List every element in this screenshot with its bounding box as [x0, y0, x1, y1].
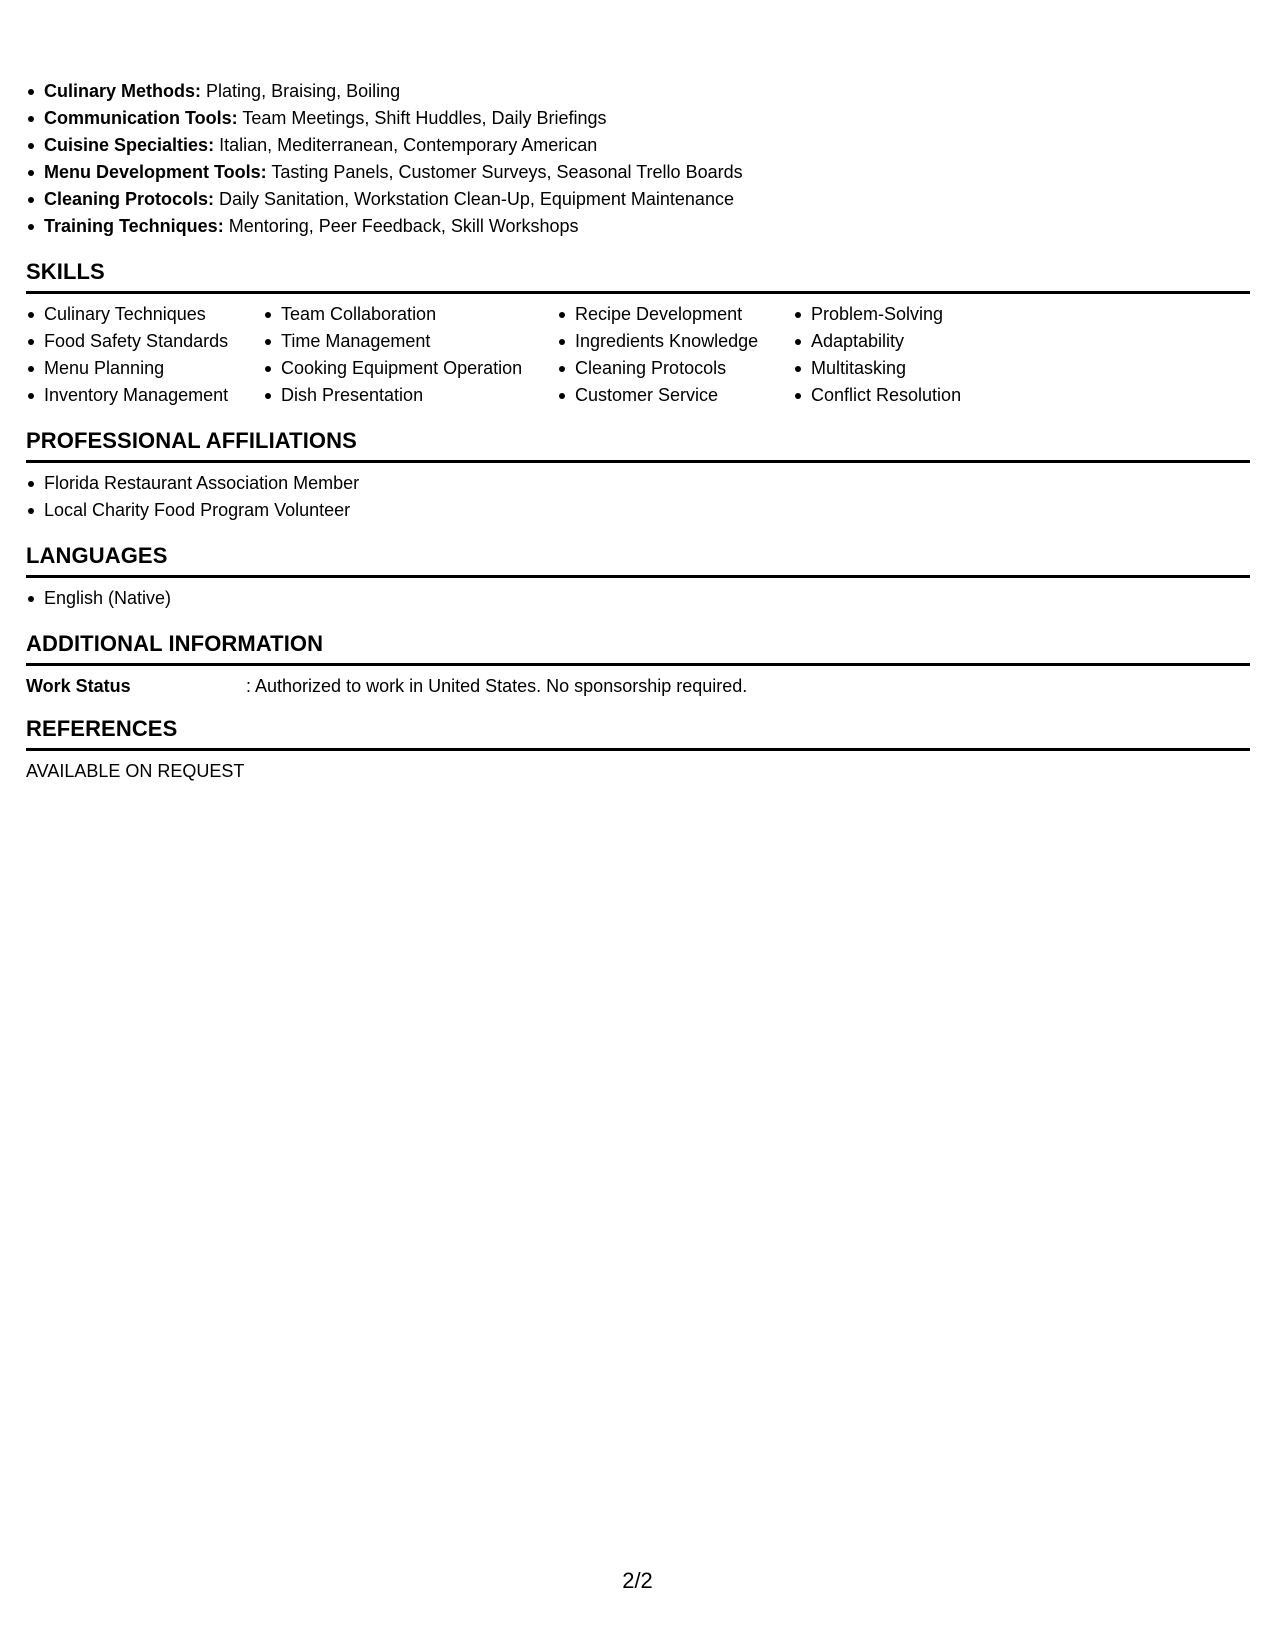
detail-label: Training Techniques: [44, 216, 224, 236]
section-divider [26, 663, 1250, 666]
resume-page-2 [26, 78, 1250, 785]
skills-column [557, 301, 793, 409]
key-details-list [26, 78, 1250, 240]
list-item: Florida Restaurant Association Member [26, 470, 1250, 497]
detail-label: Communication Tools: [44, 108, 238, 128]
skill-item: Dish Presentation [263, 382, 557, 409]
list-item [26, 159, 1250, 186]
skill-item: Ingredients Knowledge [557, 328, 793, 355]
detail-value: Mentoring, Peer Feedback, Skill Workshops [228, 216, 579, 236]
skills-column [26, 301, 263, 409]
skills-heading: SKILLS [26, 259, 105, 284]
skills-column [793, 301, 1033, 409]
section-divider [26, 575, 1250, 578]
detail-value: Italian, Mediterranean, Contemporary American [219, 135, 598, 155]
skill-item: Problem-Solving [793, 301, 1033, 328]
skill-item: Cooking Equipment Operation [263, 355, 557, 382]
skill-item: Cleaning Protocols [557, 355, 793, 382]
detail-value: Team Meetings, Shift Huddles, Daily Briefings [242, 108, 607, 128]
list-item [26, 186, 1250, 213]
skill-item: Recipe Development [557, 301, 793, 328]
skill-item: Multitasking [793, 355, 1033, 382]
work-status-label: Work Status [26, 676, 131, 696]
detail-label: Menu Development Tools: [44, 162, 267, 182]
skills-column [263, 301, 557, 409]
list-item [26, 105, 1250, 132]
detail-label: Cuisine Specialties: [44, 135, 215, 155]
list-item [26, 213, 1250, 240]
detail-value: Tasting Panels, Customer Surveys, Seasonal Trello Boards [271, 162, 743, 182]
page-number: 2/2 [622, 1568, 653, 1593]
work-status-value: : Authorized to work in United States. No sponsorship required. [246, 676, 748, 696]
references-heading: REFERENCES [26, 716, 178, 741]
list-item: Local Charity Food Program Volunteer [26, 497, 1250, 524]
list-item: English (Native) [26, 585, 1250, 612]
skill-item: Team Collaboration [263, 301, 557, 328]
detail-label: Culinary Methods: [44, 81, 202, 101]
detail-label: Cleaning Protocols: [44, 189, 215, 209]
affiliations-heading: PROFESSIONAL AFFILIATIONS [26, 428, 357, 453]
skill-item: Adaptability [793, 328, 1033, 355]
skills-grid [26, 301, 1250, 409]
section-divider [26, 748, 1250, 751]
detail-value: Daily Sanitation, Workstation Clean-Up, Equipment Maintenance [219, 189, 734, 209]
languages-heading: LANGUAGES [26, 543, 168, 568]
skill-item: Food Safety Standards [26, 328, 263, 355]
additional-info-heading: ADDITIONAL INFORMATION [26, 631, 324, 656]
detail-value: Plating, Braising, Boiling [206, 81, 401, 101]
section-divider [26, 291, 1250, 294]
skill-item: Menu Planning [26, 355, 263, 382]
skill-item: Culinary Techniques [26, 301, 263, 328]
skill-item: Time Management [263, 328, 557, 355]
section-divider [26, 460, 1250, 463]
references-text: AVAILABLE ON REQUEST [26, 761, 245, 781]
skill-item: Conflict Resolution [793, 382, 1033, 409]
languages-list [26, 585, 1250, 612]
list-item [26, 132, 1250, 159]
list-item [26, 78, 1250, 105]
skill-item: Customer Service [557, 382, 793, 409]
work-status-row [26, 673, 1250, 700]
skill-item: Inventory Management [26, 382, 263, 409]
affiliations-list [26, 470, 1250, 524]
